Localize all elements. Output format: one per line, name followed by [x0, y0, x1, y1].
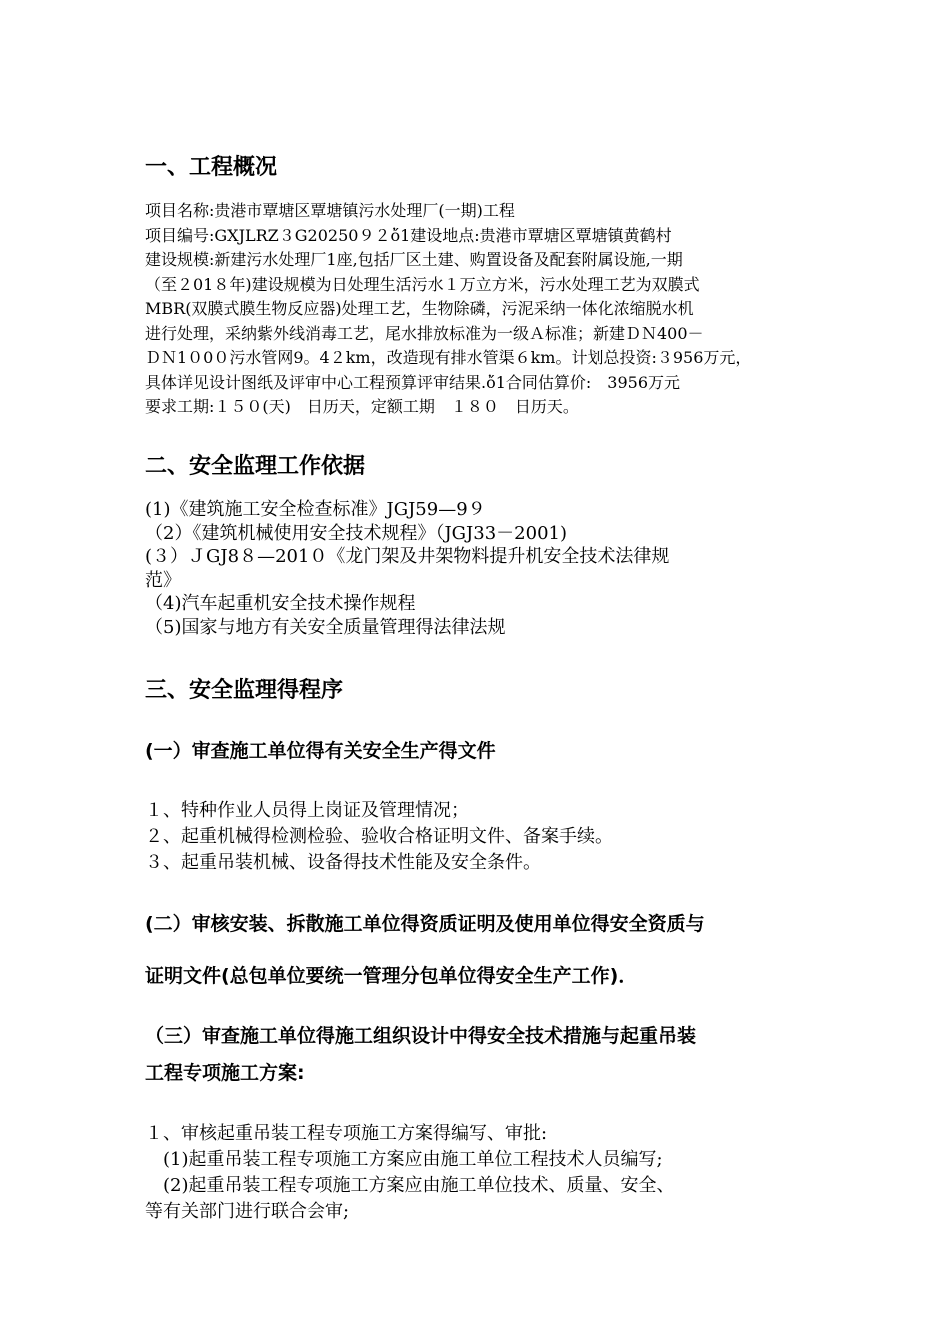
list-item: ３、起重吊装机械、设备得技术性能及安全条件。 — [145, 852, 541, 873]
overview-paragraph — [145, 199, 835, 420]
overview-line: 建设规模:新建污水处理厂1座,包括厂区土建、购置设备及配套附属设施,一期 — [145, 250, 683, 269]
subsection-title-1: (一）审查施工单位得有关安全生产得文件 — [145, 740, 496, 762]
overview-line: 要求工期:１５０(天) 日历天，定额工期 １８０ 日历天。 — [145, 397, 579, 416]
overview-line: 项目编号:GXJLRZ３G20250９２ὄ1建设地点:贵港市覃塘区覃塘镇黄鹤村 — [145, 225, 672, 245]
sub1-list — [145, 798, 835, 876]
list-item: 等有关部门进行联合会审; — [145, 1201, 350, 1222]
basis-list — [145, 498, 835, 639]
list-item: (2)起重吊装工程专项施工方案应由施工单位技术、质量、安全、 — [145, 1175, 675, 1196]
basis-item: （4)汽车起重机安全技术操作规程 — [145, 593, 416, 614]
subsection-title-3: （三）审查施工单位得施工组织设计中得安全技术措施与起重吊装 — [145, 1025, 697, 1047]
overview-line: （至２01８年)建设规模为日处理生活污水１万立方米，污水处理工艺为双膜式 — [145, 274, 700, 294]
list-item: １、审核起重吊装工程专项施工方案得编写、审批: — [145, 1123, 548, 1144]
subsection-title-3-cont: 工程专项施工方案: — [145, 1062, 305, 1084]
basis-item: (３）ＪGJ8８—201０《龙门架及井架物料提升机安全技术法律规 — [145, 546, 670, 567]
overview-line: 进行处理，采纳紫外线消毒工艺，尾水排放标准为一级Ａ标准；新建ＤＮ400－ — [145, 323, 704, 343]
section-title-overview: 一、工程概况 — [145, 155, 278, 180]
list-item: ２、起重机械得检测检验、验收合格证明文件、备案手续。 — [145, 826, 613, 847]
section-title-basis: 二、安全监理工作依据 — [145, 454, 366, 479]
basis-item: 范》 — [145, 569, 181, 591]
overview-line: 具体详见设计图纸及评审中心工程预算评审结果.ὄ1合同估算价: 3956万元 — [145, 372, 681, 392]
overview-line: MBR(双膜式膜生物反应器)处理工艺，生物除磷，污泥采纳一体化浓缩脱水机 — [145, 299, 694, 318]
overview-line: 项目名称:贵港市覃塘区覃塘镇污水处理厂(一期)工程 — [145, 201, 515, 220]
basis-item: （5)国家与地方有关安全质量管理得法律法规 — [145, 616, 506, 638]
overview-line: ＤＮ1０0０污水管网9。4２km，改造现有排水管渠６km。计划总投资:３956万元， — [145, 348, 752, 367]
subsection-title-2: (二）审核安装、拆散施工单位得资质证明及使用单位得安全资质与 — [145, 913, 705, 935]
section-title-procedure: 三、安全监理得程序 — [145, 678, 344, 703]
basis-item: （2）《建筑机械使用安全技术规程》（JGJ33－2001) — [145, 522, 567, 544]
list-item: １、特种作业人员得上岗证及管理情况； — [145, 800, 469, 821]
sub3-list — [145, 1121, 835, 1225]
subsection-title-2-cont: 证明文件(总包单位要统一管理分包单位得安全生产工作)． — [145, 965, 638, 987]
list-item: (1)起重吊装工程专项施工方案应由施工单位工程技术人员编写; — [145, 1149, 663, 1170]
basis-item: (1)《建筑施工安全检查标准》JGJ59—9９ — [145, 499, 486, 520]
